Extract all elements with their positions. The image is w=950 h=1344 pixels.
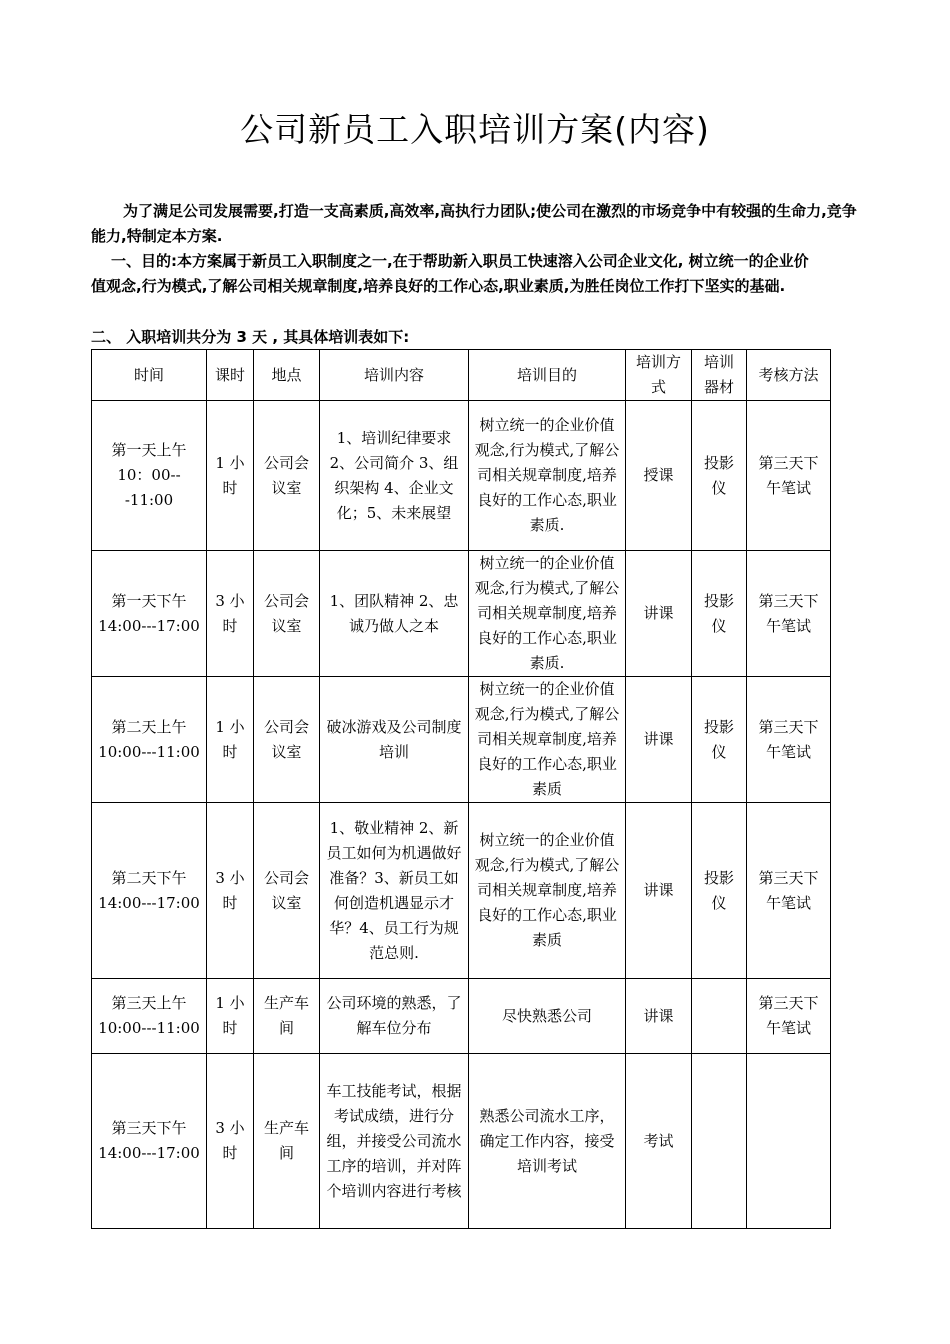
cell-content: 1、培训纪律要求 2、公司简介 3、组织架构 4、企业文化；5、未来展望 xyxy=(320,401,469,551)
cell-method: 讲课 xyxy=(626,551,692,677)
cell-hours: 1 小时 xyxy=(207,401,254,551)
cell-hours: 3 小时 xyxy=(207,551,254,677)
cell-location: 公司会议室 xyxy=(254,551,320,677)
header-content: 培训内容 xyxy=(320,350,469,401)
cell-time: 第二天下午 14:00---17:00 xyxy=(92,803,207,979)
cell-time: 第三天上午 10:00---11:00 xyxy=(92,979,207,1054)
cell-content: 1、团队精神 2、忠诚乃做人之本 xyxy=(320,551,469,677)
cell-time: 第一天上午 10：00---11:00 xyxy=(92,401,207,551)
header-purpose: 培训目的 xyxy=(469,350,626,401)
cell-equipment xyxy=(692,979,747,1054)
cell-assessment: 第三天下午笔试 xyxy=(747,803,831,979)
cell-time: 第二天上午 10:00---11:00 xyxy=(92,677,207,803)
cell-purpose: 尽快熟悉公司 xyxy=(469,979,626,1054)
cell-purpose: 树立统一的企业价值观念,行为模式,了解公司相关规章制度,培养良好的工作心态,职业素质 xyxy=(469,803,626,979)
cell-location: 公司会议室 xyxy=(254,677,320,803)
cell-equipment: 投影仪 xyxy=(692,551,747,677)
header-assessment: 考核方法 xyxy=(747,350,831,401)
table-row xyxy=(92,1054,831,1229)
cell-assessment: 第三天下午笔试 xyxy=(747,677,831,803)
table-row xyxy=(92,677,831,803)
cell-equipment: 投影仪 xyxy=(692,401,747,551)
header-hours: 课时 xyxy=(207,350,254,401)
cell-assessment xyxy=(747,1054,831,1229)
intro-paragraph: 为了满足公司发展需要,打造一支高素质,高效率,高执行力团队;使公司在激烈的市场竞争中有较强的生命力,竞争能力,特制定本方案. xyxy=(91,202,857,245)
cell-method: 考试 xyxy=(626,1054,692,1229)
header-method: 培训方式 xyxy=(626,350,692,401)
training-schedule-table xyxy=(91,349,831,1229)
cell-purpose: 熟悉公司流水工序，确定工作内容，接受培训考试 xyxy=(469,1054,626,1229)
cell-method: 讲课 xyxy=(626,677,692,803)
schedule-intro: 二、 入职培训共分为 3 天 , 其具体培训表如下: xyxy=(91,328,410,346)
table-row xyxy=(92,979,831,1054)
cell-assessment: 第三天下午笔试 xyxy=(747,401,831,551)
cell-equipment xyxy=(692,1054,747,1229)
cell-purpose: 树立统一的企业价值观念,行为模式,了解公司相关规章制度,培养良好的工作心态,职业素质 xyxy=(469,677,626,803)
table-row xyxy=(92,803,831,979)
header-time: 时间 xyxy=(92,350,207,401)
cell-hours: 1 小时 xyxy=(207,677,254,803)
cell-method: 讲课 xyxy=(626,979,692,1054)
cell-method: 授课 xyxy=(626,401,692,551)
cell-purpose: 树立统一的企业价值观念,行为模式,了解公司相关规章制度,培养良好的工作心态,职业素质. xyxy=(469,551,626,677)
cell-method: 讲课 xyxy=(626,803,692,979)
cell-assessment: 第三天下午笔试 xyxy=(747,979,831,1054)
cell-location: 生产车间 xyxy=(254,979,320,1054)
header-equipment: 培训器材 xyxy=(692,350,747,401)
cell-hours: 3 小时 xyxy=(207,803,254,979)
cell-time: 第三天下午 14:00---17:00 xyxy=(92,1054,207,1229)
cell-content: 公司环境的熟悉，了解车位分布 xyxy=(320,979,469,1054)
table-row xyxy=(92,401,831,551)
header-location: 地点 xyxy=(254,350,320,401)
cell-content: 1、敬业精神 2、新员工如何为机遇做好准备？3、新员工如何创造机遇显示才华？4、员工行为规范总则. xyxy=(320,803,469,979)
document-title: 公司新员工入职培训方案(内容) xyxy=(240,110,710,149)
cell-assessment: 第三天下午笔试 xyxy=(747,551,831,677)
goal-paragraph: 一、目的:本方案属于新员工入职制度之一,在于帮助新入职员工快速溶入公司企业文化, 树立统一的企业价值观念,行为模式,了解公司相关规章制度,培养良好的工作心态,职业素质,为胜任岗位工作打下坚实的基础. xyxy=(91,252,809,295)
cell-time: 第一天下午 14:00---17:00 xyxy=(92,551,207,677)
table-row xyxy=(92,551,831,677)
cell-equipment: 投影仪 xyxy=(692,677,747,803)
cell-hours: 1 小时 xyxy=(207,979,254,1054)
cell-content: 破冰游戏及公司制度培训 xyxy=(320,677,469,803)
cell-location: 公司会议室 xyxy=(254,803,320,979)
cell-location: 生产车间 xyxy=(254,1054,320,1229)
cell-hours: 3 小时 xyxy=(207,1054,254,1229)
table-header-row xyxy=(92,350,831,401)
cell-equipment: 投影仪 xyxy=(692,803,747,979)
cell-location: 公司会议室 xyxy=(254,401,320,551)
cell-content: 车工技能考试，根据考试成绩，进行分组，并接受公司流水工序的培训，并对阵个培训内容进行考核 xyxy=(320,1054,469,1229)
cell-purpose: 树立统一的企业价值观念,行为模式,了解公司相关规章制度,培养良好的工作心态,职业素质. xyxy=(469,401,626,551)
